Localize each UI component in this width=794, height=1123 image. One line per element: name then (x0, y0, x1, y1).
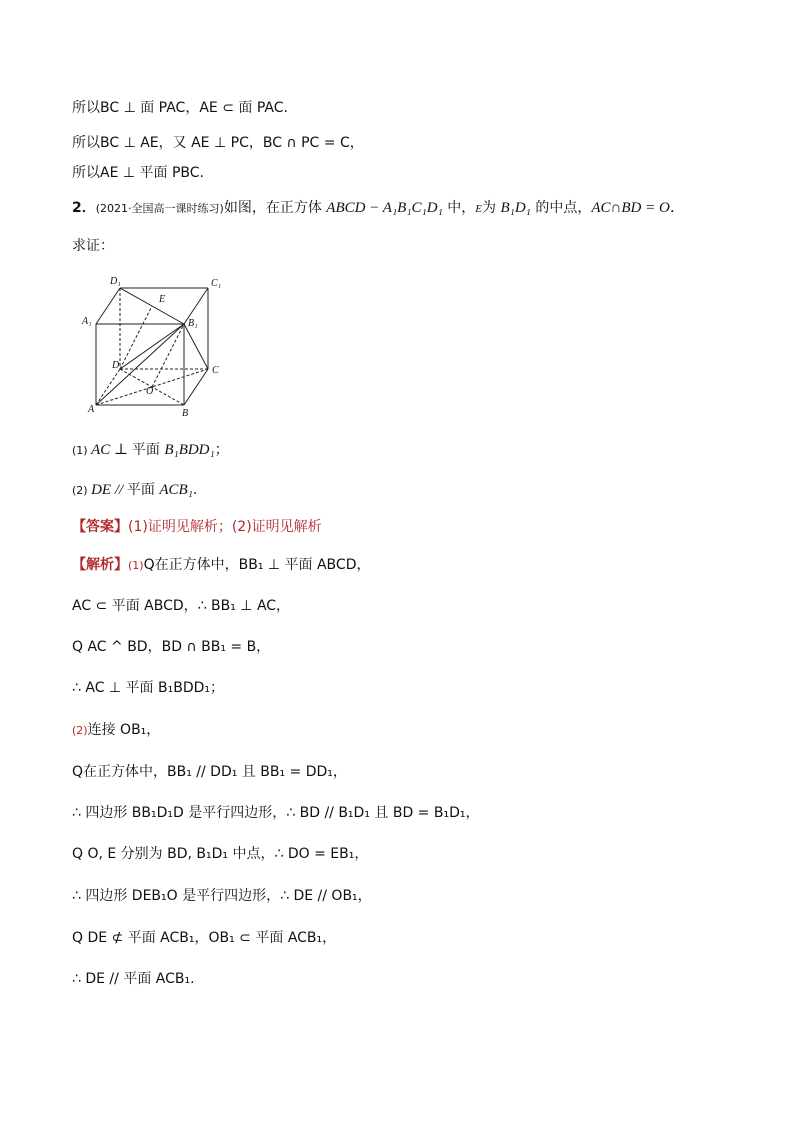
analysis-line-2 (72, 596, 290, 616)
proof-text: 所以BC ⊥ 面 PAC，AE ⊂ 面 PAC. (72, 100, 288, 116)
analysis-text: Q在正方体中，BB₁ // DD₁ 且 BB₁ = DD₁， (72, 764, 347, 780)
problem-text-d: 的中点， (530, 200, 592, 216)
cube-name: ABCD − A₁B₁C₁D₁ (326, 200, 443, 216)
analysis-text: Q O, E 分别为 BD, B₁D₁ 中点，∴ DO = EB₁， (72, 846, 369, 862)
part-prefix: (1) (72, 444, 92, 457)
proof-text: 所以AE ⊥ 平面 PBC. (72, 165, 204, 181)
analysis-line-10 (72, 928, 336, 948)
answer-line (72, 517, 322, 537)
analysis-text: Q AC ^ BD，BD ∩ BB₁ = B， (72, 639, 271, 655)
part-suffix: . (192, 482, 198, 498)
prove-label (72, 236, 114, 256)
hidden-segment-de (120, 306, 152, 369)
proof-line-1 (72, 98, 288, 118)
analysis-text: AC ⊂ 平面 ABCD，∴ BB₁ ⊥ AC， (72, 598, 291, 614)
analysis-line-7 (72, 803, 479, 823)
edge-bc (184, 369, 208, 405)
analysis-line-3 (72, 637, 270, 657)
label-c: C (212, 365, 219, 376)
analysis-text: ∴ 四边形 BB₁D₁D 是平行四边形，∴ BD // B₁D₁ 且 BD = B₁D₁， (72, 805, 480, 821)
segment-ab1 (96, 324, 184, 405)
label-c1: C₁ (211, 278, 222, 289)
answer-tag: 【答案】 (72, 519, 128, 535)
prove-text: 求证： (72, 238, 114, 254)
edge-d1a1 (96, 288, 120, 324)
e-variable: E (475, 203, 483, 215)
analysis-text: 连接 OB₁， (87, 722, 161, 738)
problem-statement (72, 198, 685, 219)
proof-line-3 (72, 163, 204, 183)
problem-source: (2021·全国高一课时练习) (95, 202, 224, 215)
cube-figure (80, 268, 240, 424)
part-cn: 平面 (131, 442, 165, 458)
problem-text-b: 中， (442, 200, 476, 216)
label-e: E (159, 294, 166, 305)
label-b: B (182, 408, 189, 419)
label-a1: A₁ (82, 316, 92, 327)
analysis-line-9 (72, 886, 372, 906)
analysis-line-1 (72, 555, 370, 576)
label-d1: D₁ (110, 276, 121, 287)
analysis-text: ∴ 四边形 DEB₁O 是平行四边形，∴ DE // OB₁， (72, 888, 372, 904)
problem-text-c: 为 (482, 200, 501, 216)
label-o: O (146, 386, 154, 397)
segment-db1 (120, 324, 184, 369)
label-a: A (88, 404, 95, 415)
part-cn: 平面 (126, 482, 160, 498)
part-2 (72, 480, 197, 501)
problem-number: 2． (72, 200, 96, 216)
part-suffix: ； (214, 442, 229, 458)
analysis-red-prefix: (1) (128, 559, 144, 572)
answer-text: (1)证明见解析；(2)证明见解析 (128, 519, 322, 535)
analysis-line-6 (72, 762, 347, 782)
analysis-text: Q DE ⊄ 平面 ACB₁，OB₁ ⊂ 平面 ACB₁， (72, 930, 337, 946)
part-math2: ACB₁ (159, 482, 193, 498)
analysis-red-prefix: (2) (72, 724, 88, 737)
hidden-segment-ob1 (152, 324, 184, 387)
part-math: AC ⊥ (91, 442, 132, 458)
segment-b1c (184, 324, 208, 369)
analysis-tag: 【解析】 (72, 557, 128, 573)
analysis-line-11 (72, 969, 195, 989)
part-prefix: (2) (72, 484, 92, 497)
part-1 (72, 440, 229, 461)
analysis-line-5 (72, 720, 160, 741)
b1d1-segment: B₁D₁ (500, 200, 531, 216)
label-d: D (112, 360, 120, 371)
analysis-text: Q在正方体中，BB₁ ⊥ 平面 ABCD， (143, 557, 371, 573)
part-math2: B₁BDD₁ (164, 442, 215, 458)
proof-text: 所以BC ⊥ AE，又 AE ⊥ PC，BC ∩ PC = C， (72, 135, 364, 151)
part-math: DE // (91, 482, 127, 498)
analysis-text: ∴ DE // 平面 ACB₁. (72, 971, 195, 987)
proof-line-2 (72, 133, 364, 153)
analysis-line-8 (72, 844, 368, 864)
label-b1: B₁ (188, 318, 198, 329)
hidden-edge-ad (96, 369, 120, 405)
analysis-line-4 (72, 678, 224, 698)
analysis-text: ∴ AC ⊥ 平面 B₁BDD₁； (72, 680, 225, 696)
problem-text-a: 如图，在正方体 (223, 200, 327, 216)
intersection-condition: AC∩BD = O． (591, 200, 685, 216)
